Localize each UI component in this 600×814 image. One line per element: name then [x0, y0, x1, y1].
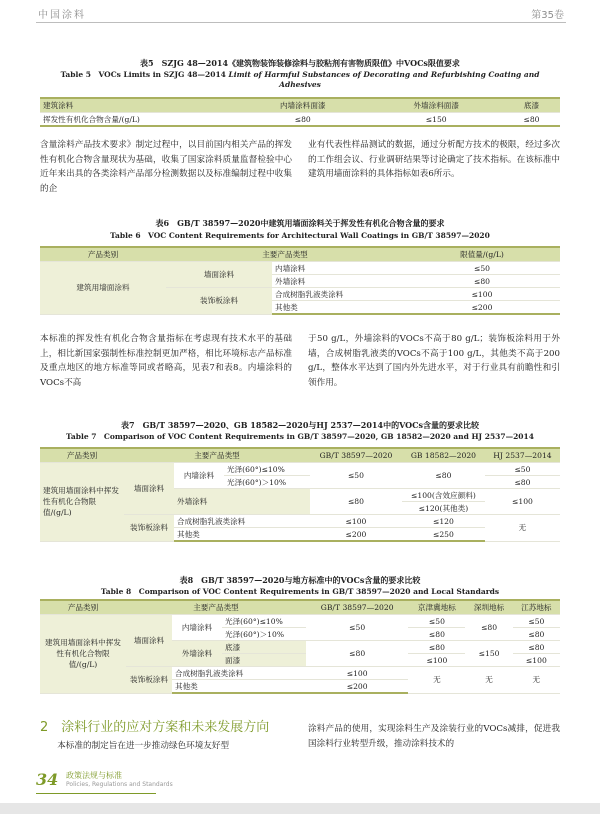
table7-cell: ≤250 [402, 528, 485, 542]
table8-gloss-low: 光泽(60°)≤10% [222, 615, 306, 628]
table5-header-cell: 内墙涂料面漆 [236, 98, 369, 113]
table5 [40, 97, 560, 127]
table8-header-row [40, 600, 560, 615]
table7-cell: ≤50 [310, 463, 402, 489]
table7-header-cell: HJ 2537—2014 [485, 448, 560, 463]
table7-cell: ≤100 [310, 515, 402, 528]
table8-group-board: 装饰板涂料 [126, 667, 172, 694]
table5-header-cell: 建筑涂料 [40, 98, 236, 113]
table8-header-cell: GB/T 38597—2020 [306, 600, 408, 615]
table7-header-cell: GB 18582—2020 [402, 448, 485, 463]
table8-cell: ≤80 [513, 641, 560, 654]
table5-cell: ≤150 [369, 113, 502, 127]
table8-category: 建筑用墙面涂料中挥发性有机化合物限值/(g/L) [40, 615, 126, 694]
table5-cell: ≤80 [236, 113, 369, 127]
table6-type: 外墙涂料 [272, 275, 404, 288]
table5-row-label: 挥发性有机化合物含量/(g/L) [40, 113, 236, 127]
table6-header-cell: 主要产品类型 [166, 247, 404, 262]
table6-caption-en: Table 6 VOC Content Requirements for Architectural Wall Coatings in GB/T 38597—2020 [110, 231, 490, 240]
table7-resin: 合成树脂乳液类涂料 [174, 515, 310, 528]
table8-cell: ≤50 [408, 615, 465, 628]
paragraph-3-right: 涂料产品的使用，实现涂料生产及涂装行业的VOCs减排，促进我国涂料行业转型升级，推动涂料技术的 [308, 724, 560, 749]
table8-header-cell: 产品类别 [40, 600, 126, 615]
table5-cell: ≤80 [503, 113, 560, 127]
table7-cell: ≤80 [485, 476, 560, 489]
table7 [40, 447, 560, 542]
table7-group-board: 装饰板涂料 [124, 515, 174, 542]
table5-caption-en: Table 5 VOCs Limits in SZJG 48—2014 Limit of Harmful Substances of Decorating and Refurbishing Coating and Adhesives [60, 70, 540, 89]
table7-interior: 内墙涂料 [174, 463, 224, 489]
table7-cell: ≤100 [485, 489, 560, 515]
table8-cell: 无 [513, 667, 560, 694]
table7-cell: ≤80 [402, 463, 485, 489]
table-row [40, 615, 560, 628]
table7-exterior: 外墙涂料 [174, 489, 310, 515]
table8-exterior: 外墙涂料 [172, 641, 222, 667]
table7-cell: ≤200 [310, 528, 402, 542]
table7-other: 其他类 [174, 528, 310, 542]
table6-limit: ≤200 [404, 301, 560, 315]
table6-caption-cn: 表6 GB/T 38597—2020中建筑用墙面涂料关于挥发性有机化合物含量的要求 [155, 218, 445, 228]
table6-header-cell: 限值量/(g/L) [404, 247, 560, 262]
table8-resin: 合成树脂乳液类涂料 [172, 667, 306, 680]
table8-gloss-high: 光泽(60°)＞10% [222, 628, 306, 641]
table8-group-wall: 墙面涂料 [126, 615, 172, 667]
table8-cell: ≤50 [306, 615, 408, 641]
table7-gloss-low: 光泽(60°)≤10% [224, 463, 310, 476]
table7-caption-cn: 表7 GB/T 38597—2020、GB 18582—2020与HJ 2537—2014中的VOCs含量的要求比较 [121, 420, 479, 430]
table7-cell: ≤50 [485, 463, 560, 476]
table8-cell: ≤100 [513, 654, 560, 667]
table7-gloss-high: 光泽(60°)＞10% [224, 476, 310, 489]
table8-cell: ≤80 [306, 641, 408, 667]
table6-limit: ≤50 [404, 262, 560, 275]
table7-header-cell: GB/T 38597—2020 [310, 448, 402, 463]
table8-header-cell: 主要产品类型 [126, 600, 306, 615]
table8-topcoat: 面漆 [222, 654, 306, 667]
table6-type: 合成树脂乳液类涂料 [272, 288, 404, 301]
table8-cell: ≤200 [306, 680, 408, 694]
table8-interior: 内墙涂料 [172, 615, 222, 641]
table6-group-wall: 墙面涂料 [166, 262, 272, 288]
table7-category: 建筑用墙面涂料中挥发性有机化合物限值/(g/L) [40, 463, 124, 542]
table5-caption-cn: 表5 SZJG 48—2014《建筑物装饰装修涂料与胶粘剂有害物质限值》中VOCs限值要求 [140, 58, 460, 68]
table7-header-cell: 主要产品类型 [124, 448, 310, 463]
table8-cell: ≤80 [465, 615, 512, 641]
paragraph-2-right: 于50 g/L，外墙涂料的VOCs不高于80 g/L；装饰板涂料用于外墙，合成树脂乳液类的VOCs不高于100 g/L，其他类不高于200 g/L，整体水平达到了国内外先进水平，对于行业具有前瞻性和引领作用。 [308, 334, 560, 388]
table8-header-cell: 江苏地标 [513, 600, 560, 615]
table6 [40, 246, 560, 315]
table8-cell: ≤50 [513, 615, 560, 628]
table5-header-cell: 外墙涂料面漆 [369, 98, 502, 113]
table8-cell: ≤80 [408, 641, 465, 654]
paragraph-2-left: 本标准的挥发性有机化合物含量指标在考虑现有技术水平的基础上，相比新国家强制性标准控制更加严格，相比环境标志产品标准及重点地区的地方标准等同或者略高，见表7和表8。内墙涂料的VOCs不高 [40, 334, 292, 388]
table6-header-cell: 产品类别 [40, 247, 166, 262]
page-number: 34 [36, 770, 59, 789]
table8-header-cell: 京津冀地标 [408, 600, 465, 615]
table8-primer: 底漆 [222, 641, 306, 654]
table6-limit: ≤100 [404, 288, 560, 301]
table8-cell: 无 [465, 667, 512, 694]
table5-header-row [40, 98, 560, 113]
paragraph-1-right: 业有代表性样品测试的数据，通过分析配方技术的极限，经过多次的工作组会议、行业调研结果等讨论确定了技术指标。在该标准中建筑用墙面涂料的具体指标如表6所示。 [308, 140, 560, 180]
table7-header-cell: 产品类别 [40, 448, 124, 463]
header-divider [36, 22, 566, 23]
table6-type: 内墙涂料 [272, 262, 404, 275]
footer-bar [0, 803, 600, 814]
table6-header-row [40, 247, 560, 262]
table7-cell: ≤120 [402, 515, 485, 528]
section-name-en: Policies, Regulations and Standards [66, 781, 173, 788]
table8-cell: ≤100 [408, 654, 465, 667]
table-row [40, 463, 560, 476]
table-row [40, 262, 560, 275]
table8-cell: ≤150 [465, 641, 512, 667]
table8-cell: ≤100 [306, 667, 408, 680]
table7-group-wall: 墙面涂料 [124, 463, 174, 515]
table7-cell: ≤120(其他类) [402, 502, 485, 515]
paragraph-3-left: 本标准的制定旨在进一步推动绿色环境友好型 [57, 741, 230, 751]
table8-header-cell: 深圳地标 [465, 600, 512, 615]
table7-cell: ≤80 [310, 489, 402, 515]
footer-divider [36, 793, 156, 794]
section-2-title: 2 涂料行业的应对方案和未来发展方向 [40, 720, 270, 735]
table7-cell: ≤100(含效应颜料) [402, 489, 485, 502]
table7-header-row [40, 448, 560, 463]
table6-type: 其他类 [272, 301, 404, 315]
volume-label: 第35卷 [531, 10, 564, 21]
table8-caption-en: Table 8 Comparison of VOC Content Requirements in GB/T 38597—2020 and Local Standards [100, 587, 500, 596]
journal-name: 中国涂料 [38, 10, 86, 21]
table-row [40, 113, 560, 127]
table8 [40, 599, 560, 694]
table8-caption-cn: 表8 GB/T 38597—2020与地方标准中的VOCs含量的要求比较 [179, 575, 421, 585]
table7-caption-en: Table 7 Comparison of VOC Content Requirements in GB/T 38597—2020, GB 18582—2020 and HJ 2537—2014 [66, 432, 534, 441]
table6-limit: ≤80 [404, 275, 560, 288]
table8-cell: ≤80 [408, 628, 465, 641]
table8-other: 其他类 [172, 680, 306, 694]
table7-cell: 无 [485, 515, 560, 542]
section-name: 政策法规与标准 [66, 771, 122, 780]
table6-category: 建筑用墙面涂料 [40, 262, 166, 315]
table8-cell: ≤80 [513, 628, 560, 641]
table8-cell: 无 [408, 667, 465, 694]
table5-header-cell: 底漆 [503, 98, 560, 113]
paragraph-1-left: 含量涂料产品技术要求》制定过程中，以目前国内相关产品的挥发性有机化合物含量现状为基础，收集了国家涂料质量监督检验中心近年来出具的各类涂料产品部分检测数据以及标准编制过程中收集的企 [40, 140, 292, 194]
table6-group-board: 装饰板涂料 [166, 288, 272, 315]
